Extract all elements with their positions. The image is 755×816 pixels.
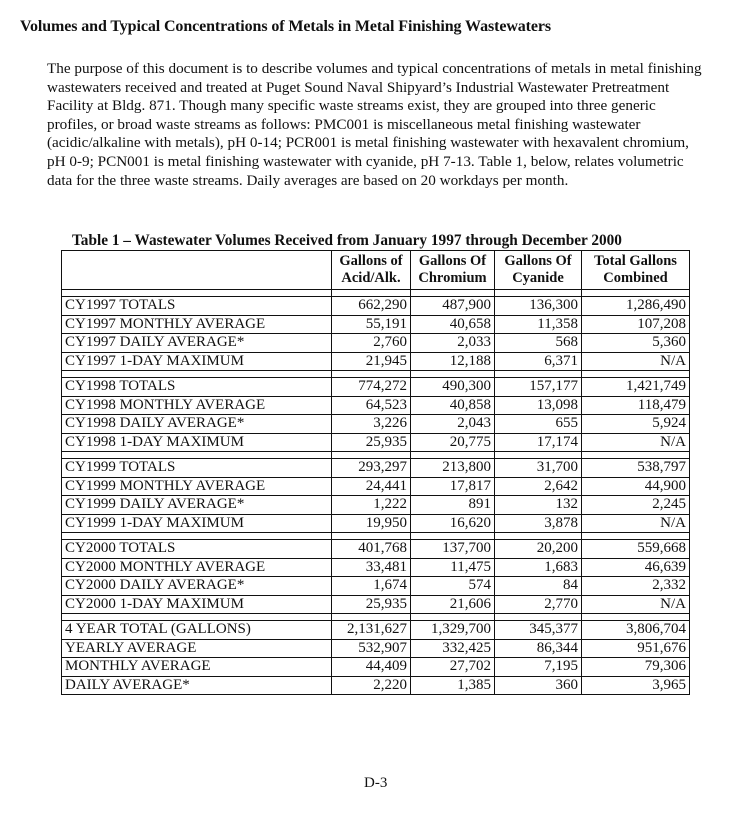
value-cell: 11,475 (411, 558, 495, 577)
row-label: 4 YEAR TOTAL (GALLONS) (62, 621, 332, 640)
value-cell: 2,033 (411, 334, 495, 353)
value-cell: 6,371 (495, 352, 582, 371)
value-cell: 774,272 (332, 378, 411, 397)
value-cell: 13,098 (495, 396, 582, 415)
table-row (62, 297, 690, 316)
value-cell: 345,377 (495, 621, 582, 640)
value-cell: 55,191 (332, 315, 411, 334)
value-cell: 33,481 (332, 558, 411, 577)
row-label: CY1998 1-DAY MAXIMUM (62, 433, 332, 452)
table-row (62, 315, 690, 334)
row-label: CY1998 MONTHLY AVERAGE (62, 396, 332, 415)
row-label: CY1997 MONTHLY AVERAGE (62, 315, 332, 334)
header-line: Total Gallons (594, 253, 677, 269)
value-cell: 1,222 (332, 496, 411, 515)
spacer-cell (582, 533, 690, 540)
spacer-cell (495, 371, 582, 378)
row-label: CY1997 1-DAY MAXIMUM (62, 352, 332, 371)
spacer-cell (495, 452, 582, 459)
wastewater-volumes-table (61, 250, 690, 695)
value-cell: 64,523 (332, 396, 411, 415)
header-blank (62, 251, 332, 290)
group-spacer (62, 452, 690, 459)
spacer-cell (332, 371, 411, 378)
value-cell: 574 (411, 577, 495, 596)
header-acid-alk (332, 251, 411, 290)
value-cell: N/A (582, 595, 690, 614)
value-cell: 293,297 (332, 459, 411, 478)
row-label: CY1999 TOTALS (62, 459, 332, 478)
value-cell: 107,208 (582, 315, 690, 334)
value-cell: 40,858 (411, 396, 495, 415)
row-label: CY1998 DAILY AVERAGE* (62, 415, 332, 434)
spacer-cell (495, 290, 582, 297)
table-row (62, 378, 690, 397)
value-cell: 5,360 (582, 334, 690, 353)
spacer-cell (582, 614, 690, 621)
table-header-row (62, 251, 690, 290)
table-row (62, 621, 690, 640)
value-cell: 3,878 (495, 514, 582, 533)
header-line: Acid/Alk. (341, 270, 401, 286)
row-label: MONTHLY AVERAGE (62, 658, 332, 677)
value-cell: 891 (411, 496, 495, 515)
row-label: CY1997 DAILY AVERAGE* (62, 334, 332, 353)
table-row (62, 477, 690, 496)
value-cell: 137,700 (411, 540, 495, 559)
spacer-cell (62, 371, 332, 378)
spacer-cell (582, 371, 690, 378)
row-label: CY2000 DAILY AVERAGE* (62, 577, 332, 596)
spacer-cell (332, 533, 411, 540)
value-cell: 1,329,700 (411, 621, 495, 640)
value-cell: 2,642 (495, 477, 582, 496)
value-cell: 2,131,627 (332, 621, 411, 640)
value-cell: 40,658 (411, 315, 495, 334)
value-cell: 31,700 (495, 459, 582, 478)
value-cell: 24,441 (332, 477, 411, 496)
spacer-cell (582, 290, 690, 297)
spacer-cell (411, 290, 495, 297)
group-spacer (62, 371, 690, 378)
value-cell: 17,174 (495, 433, 582, 452)
table-row (62, 396, 690, 415)
spacer-cell (411, 614, 495, 621)
table-caption: Table 1 – Wastewater Volumes Received from January 1997 through December 2000 (72, 232, 622, 249)
value-cell: N/A (582, 352, 690, 371)
value-cell: 19,950 (332, 514, 411, 533)
value-cell: 21,606 (411, 595, 495, 614)
value-cell: 360 (495, 676, 582, 695)
header-line: Gallons Of (504, 253, 572, 269)
spacer-cell (62, 614, 332, 621)
row-label: DAILY AVERAGE* (62, 676, 332, 695)
value-cell: N/A (582, 514, 690, 533)
table-row (62, 558, 690, 577)
value-cell: 46,639 (582, 558, 690, 577)
table-row (62, 352, 690, 371)
value-cell: 2,220 (332, 676, 411, 695)
header-line: Gallons of (339, 253, 403, 269)
spacer-cell (411, 371, 495, 378)
spacer-cell (582, 452, 690, 459)
value-cell: 662,290 (332, 297, 411, 316)
value-cell: 27,702 (411, 658, 495, 677)
table-row (62, 433, 690, 452)
value-cell: 655 (495, 415, 582, 434)
value-cell: 7,195 (495, 658, 582, 677)
value-cell: 568 (495, 334, 582, 353)
table-body (62, 290, 690, 695)
table-row (62, 514, 690, 533)
table-row (62, 639, 690, 658)
spacer-cell (62, 452, 332, 459)
value-cell: 213,800 (411, 459, 495, 478)
row-label: CY2000 TOTALS (62, 540, 332, 559)
spacer-cell (332, 290, 411, 297)
table-row (62, 496, 690, 515)
value-cell: 118,479 (582, 396, 690, 415)
group-spacer (62, 533, 690, 540)
value-cell: 21,945 (332, 352, 411, 371)
value-cell: 44,900 (582, 477, 690, 496)
value-cell: 5,924 (582, 415, 690, 434)
value-cell: N/A (582, 433, 690, 452)
value-cell: 401,768 (332, 540, 411, 559)
value-cell: 1,286,490 (582, 297, 690, 316)
header-line: Cyanide (512, 270, 564, 286)
value-cell: 2,332 (582, 577, 690, 596)
value-cell: 1,683 (495, 558, 582, 577)
table-row (62, 459, 690, 478)
value-cell: 1,385 (411, 676, 495, 695)
table-row (62, 334, 690, 353)
value-cell: 12,188 (411, 352, 495, 371)
spacer-cell (332, 614, 411, 621)
spacer-cell (411, 452, 495, 459)
header-total (582, 251, 690, 290)
value-cell: 3,806,704 (582, 621, 690, 640)
page-number: D-3 (364, 775, 388, 791)
table-row (62, 415, 690, 434)
value-cell: 332,425 (411, 639, 495, 658)
value-cell: 532,907 (332, 639, 411, 658)
intro-paragraph: The purpose of this document is to describe volumes and typical concentrations of metals in metal finishing wastewaters received and treated at Puget Sound Naval Shipyard’s Industrial Wastewater Pretreatment Facility at Bldg. 871. Though many specific waste streams exist, they are grouped into three generic profiles, or broad waste streams as follows: PMC001 is miscellaneous metal finishing wastewater (acidic/alkaline with metals), pH 0-14; PCR001 is metal finishing wastewater with hexavalent chromium, pH 0-9; PCN001 is metal finishing wastewater with cyanide, pH 7-13. Table 1, below, relates volumetric data for the three waste streams. Daily averages are based on 20 workdays per month. (47, 60, 702, 189)
group-spacer (62, 614, 690, 621)
row-label: CY1999 1-DAY MAXIMUM (62, 514, 332, 533)
row-label: CY1998 TOTALS (62, 378, 332, 397)
row-label: CY1999 DAILY AVERAGE* (62, 496, 332, 515)
table-row (62, 658, 690, 677)
spacer-cell (495, 614, 582, 621)
value-cell: 538,797 (582, 459, 690, 478)
row-label: CY2000 1-DAY MAXIMUM (62, 595, 332, 614)
value-cell: 20,775 (411, 433, 495, 452)
value-cell: 25,935 (332, 595, 411, 614)
value-cell: 44,409 (332, 658, 411, 677)
value-cell: 86,344 (495, 639, 582, 658)
header-line: Combined (603, 270, 668, 286)
value-cell: 136,300 (495, 297, 582, 316)
value-cell: 157,177 (495, 378, 582, 397)
value-cell: 17,817 (411, 477, 495, 496)
value-cell: 487,900 (411, 297, 495, 316)
spacer-cell (495, 533, 582, 540)
document-title: Volumes and Typical Concentrations of Metals in Metal Finishing Wastewaters (20, 18, 552, 35)
value-cell: 2,043 (411, 415, 495, 434)
value-cell: 490,300 (411, 378, 495, 397)
value-cell: 559,668 (582, 540, 690, 559)
header-cyanide (495, 251, 582, 290)
value-cell: 3,965 (582, 676, 690, 695)
spacer-cell (411, 533, 495, 540)
value-cell: 1,421,749 (582, 378, 690, 397)
table-row (62, 595, 690, 614)
value-cell: 16,620 (411, 514, 495, 533)
value-cell: 84 (495, 577, 582, 596)
value-cell: 79,306 (582, 658, 690, 677)
value-cell: 2,770 (495, 595, 582, 614)
table-row (62, 676, 690, 695)
value-cell: 2,760 (332, 334, 411, 353)
value-cell: 132 (495, 496, 582, 515)
header-chromium (411, 251, 495, 290)
value-cell: 3,226 (332, 415, 411, 434)
spacer-cell (332, 452, 411, 459)
table-row (62, 577, 690, 596)
value-cell: 1,674 (332, 577, 411, 596)
value-cell: 951,676 (582, 639, 690, 658)
value-cell: 25,935 (332, 433, 411, 452)
row-label: YEARLY AVERAGE (62, 639, 332, 658)
group-spacer (62, 290, 690, 297)
value-cell: 20,200 (495, 540, 582, 559)
value-cell: 11,358 (495, 315, 582, 334)
spacer-cell (62, 533, 332, 540)
value-cell: 2,245 (582, 496, 690, 515)
row-label: CY2000 MONTHLY AVERAGE (62, 558, 332, 577)
header-line: Gallons Of (418, 253, 487, 269)
row-label: CY1997 TOTALS (62, 297, 332, 316)
spacer-cell (62, 290, 332, 297)
row-label: CY1999 MONTHLY AVERAGE (62, 477, 332, 496)
header-line: Chromium (418, 270, 487, 286)
table-row (62, 540, 690, 559)
